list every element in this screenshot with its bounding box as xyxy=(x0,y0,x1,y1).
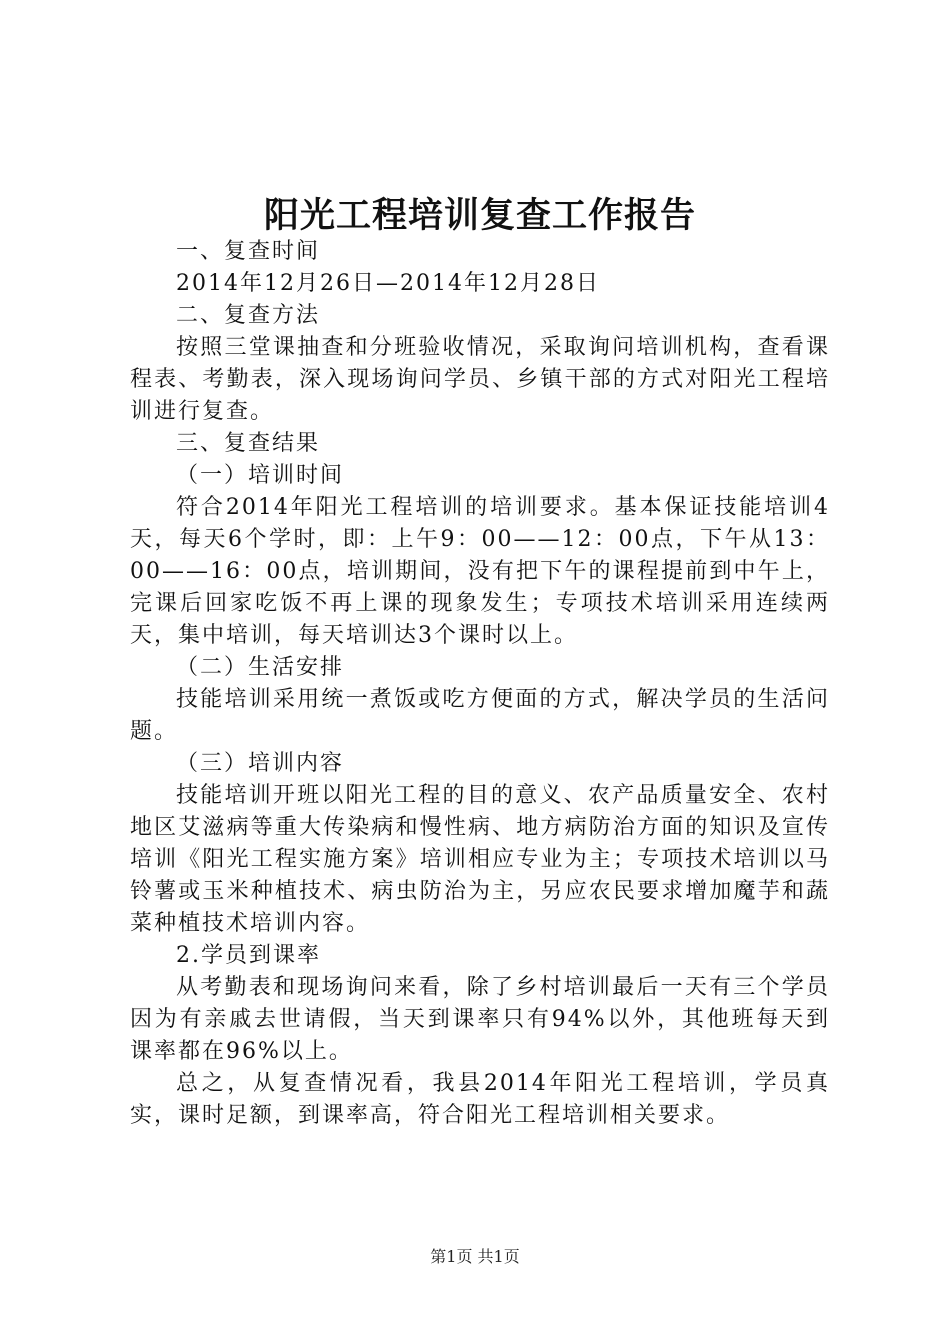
review-method-text: 按照三堂课抽查和分班验收情况，采取询问培训机构，查看课程表、考勤表，深入现场询问学员、乡镇干部的方式对阳光工程培训进行复查。 xyxy=(130,335,830,424)
training-time-text: 符合2014年阳光工程培训的培训要求。基本保证技能培训4天，每天6个学时，即：上午9：00——12：00点，下午从13：00——16：00点，培训期间，没有把下午的课程提前到中午上，完课后回家吃饭不再上课的现象发生；专项技术培训采用连续两天，集中培训，每天培训达3个课时以上。 xyxy=(130,495,830,648)
document-body xyxy=(130,236,830,1132)
page-footer: 第1页 共1页 xyxy=(430,1247,520,1266)
subheading-training-time: （一）培训时间 xyxy=(176,463,345,488)
subheading-living-arrangements: （二）生活安排 xyxy=(176,655,345,680)
heading-review-time: 一、复查时间 xyxy=(176,239,321,264)
subheading-training-content: （三）培训内容 xyxy=(176,751,345,776)
review-date-range: 2014年12月26日—2014年12月28日 xyxy=(176,271,600,296)
attendance-rate-text: 从考勤表和现场询问来看，除了乡村培训最后一天有三个学员因为有亲戚去世请假，当天到课率只有94%以外，其他班每天到课率都在96%以上。 xyxy=(130,975,830,1064)
document-title: 阳光工程培训复查工作报告 xyxy=(263,195,696,236)
conclusion-text: 总之，从复查情况看，我县2014年阳光工程培训，学员真实，课时足额，到课率高，符合阳光工程培训相关要求。 xyxy=(130,1071,830,1128)
training-content-text: 技能培训开班以阳光工程的目的意义、农产品质量安全、农村地区艾滋病等重大传染病和慢性病、地方病防治方面的知识及宣传培训《阳光工程实施方案》培训相应专业为主；专项技术培训以马铃薯或玉米种植技术、病虫防治为主，另应农民要求增加魔芋和蔬菜种植技术培训内容。 xyxy=(130,783,830,936)
heading-review-method: 二、复查方法 xyxy=(176,303,321,328)
heading-review-results: 三、复查结果 xyxy=(176,431,321,456)
subheading-attendance-rate: 2.学员到课率 xyxy=(176,943,321,968)
living-arrangements-text: 技能培训采用统一煮饭或吃方便面的方式，解决学员的生活问题。 xyxy=(130,687,830,744)
document-page xyxy=(130,0,830,1344)
